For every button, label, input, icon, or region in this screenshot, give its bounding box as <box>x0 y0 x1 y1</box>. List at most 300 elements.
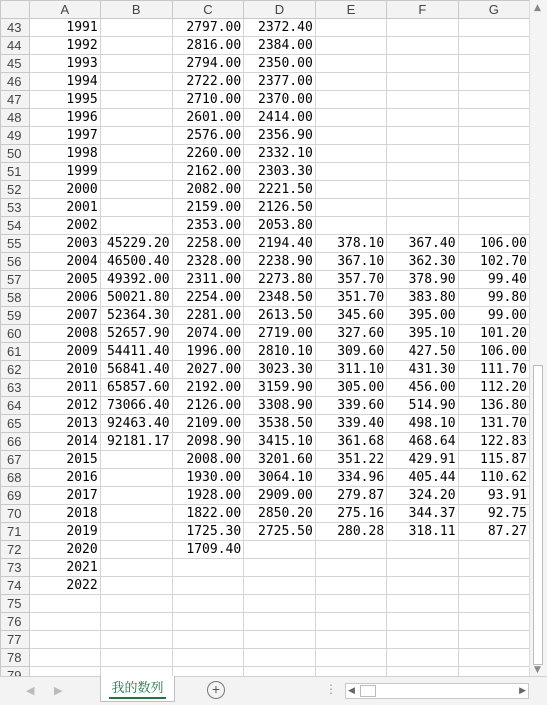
row-header[interactable]: 65 <box>1 415 30 433</box>
cell-a[interactable]: 2019 <box>29 523 100 541</box>
column-header-g[interactable]: G <box>458 1 529 19</box>
cell-g[interactable]: 92.75 <box>458 505 529 523</box>
cell-b[interactable]: 46500.40 <box>100 253 172 271</box>
cell-g[interactable] <box>458 595 529 613</box>
cell-g[interactable]: 106.00 <box>458 235 529 253</box>
cell-g[interactable]: 122.83 <box>458 433 529 451</box>
cell-d[interactable]: 2613.50 <box>244 307 316 325</box>
cell-a[interactable]: 1997 <box>29 127 100 145</box>
cell-g[interactable] <box>458 613 529 631</box>
cell-f[interactable]: 405.44 <box>387 469 458 487</box>
cell-g[interactable]: 99.00 <box>458 307 529 325</box>
cell-a[interactable]: 2005 <box>29 271 100 289</box>
cell-g[interactable] <box>458 577 529 595</box>
cell-b[interactable] <box>100 55 172 73</box>
cell-d[interactable]: 3308.90 <box>244 397 316 415</box>
cell-c[interactable]: 2281.00 <box>172 307 244 325</box>
cell-b[interactable] <box>100 163 172 181</box>
cell-a[interactable]: 2010 <box>29 361 100 379</box>
cell-a[interactable]: 1993 <box>29 55 100 73</box>
cell-d[interactable]: 2221.50 <box>244 181 316 199</box>
cell-d[interactable]: 2238.90 <box>244 253 316 271</box>
cell-f[interactable]: 395.00 <box>387 307 458 325</box>
column-header-d[interactable]: D <box>244 1 316 19</box>
cell-g[interactable]: 106.00 <box>458 343 529 361</box>
cell-f[interactable]: 427.50 <box>387 343 458 361</box>
cell-b[interactable]: 65857.60 <box>100 379 172 397</box>
row-header[interactable]: 72 <box>1 541 30 559</box>
cell-d[interactable]: 3023.30 <box>244 361 316 379</box>
cell-b[interactable]: 92181.17 <box>100 433 172 451</box>
cell-g[interactable] <box>458 55 529 73</box>
cell-f[interactable] <box>387 55 458 73</box>
cell-g[interactable] <box>458 559 529 577</box>
cell-f[interactable]: 429.91 <box>387 451 458 469</box>
cell-g[interactable]: 131.70 <box>458 415 529 433</box>
cell-b[interactable]: 49392.00 <box>100 271 172 289</box>
cell-a[interactable]: 2003 <box>29 235 100 253</box>
cell-g[interactable] <box>458 631 529 649</box>
cell-f[interactable]: 378.90 <box>387 271 458 289</box>
cell-e[interactable]: 327.60 <box>315 325 386 343</box>
cell-a[interactable]: 2022 <box>29 577 100 595</box>
cell-b[interactable]: 45229.20 <box>100 235 172 253</box>
cell-d[interactable]: 3201.60 <box>244 451 316 469</box>
cell-c[interactable]: 2098.90 <box>172 433 244 451</box>
cell-c[interactable]: 2109.00 <box>172 415 244 433</box>
cell-c[interactable]: 2601.00 <box>172 109 244 127</box>
cell-d[interactable]: 2810.10 <box>244 343 316 361</box>
cell-a[interactable]: 2016 <box>29 469 100 487</box>
cell-e[interactable] <box>315 649 386 667</box>
cell-a[interactable] <box>29 631 100 649</box>
cell-a[interactable]: 1998 <box>29 145 100 163</box>
cell-b[interactable] <box>100 541 172 559</box>
cell-e[interactable]: 334.96 <box>315 469 386 487</box>
cell-e[interactable] <box>315 613 386 631</box>
cell-e[interactable] <box>315 163 386 181</box>
cell-g[interactable]: 111.70 <box>458 361 529 379</box>
cell-d[interactable]: 2356.90 <box>244 127 316 145</box>
cell-c[interactable]: 2311.00 <box>172 271 244 289</box>
cell-b[interactable] <box>100 595 172 613</box>
row-header[interactable]: 48 <box>1 109 30 127</box>
cell-b[interactable] <box>100 199 172 217</box>
cell-a[interactable]: 2006 <box>29 289 100 307</box>
cell-d[interactable] <box>244 631 316 649</box>
row-header[interactable]: 69 <box>1 487 30 505</box>
cell-a[interactable]: 2014 <box>29 433 100 451</box>
cell-b[interactable] <box>100 523 172 541</box>
cell-f[interactable] <box>387 199 458 217</box>
cell-e[interactable] <box>315 595 386 613</box>
cell-c[interactable]: 2797.00 <box>172 19 244 37</box>
cell-b[interactable] <box>100 505 172 523</box>
cell-e[interactable] <box>315 217 386 235</box>
cell-c[interactable]: 1928.00 <box>172 487 244 505</box>
cell-d[interactable]: 2372.40 <box>244 19 316 37</box>
cell-d[interactable]: 2719.00 <box>244 325 316 343</box>
cell-b[interactable] <box>100 577 172 595</box>
sheet-tab-active[interactable] <box>100 676 175 702</box>
cell-e[interactable] <box>315 541 386 559</box>
cell-f[interactable]: 362.30 <box>387 253 458 271</box>
cell-c[interactable]: 2162.00 <box>172 163 244 181</box>
cell-f[interactable] <box>387 181 458 199</box>
cell-b[interactable] <box>100 109 172 127</box>
cell-d[interactable]: 2332.10 <box>244 145 316 163</box>
cell-a[interactable]: 2002 <box>29 217 100 235</box>
cell-b[interactable]: 73066.40 <box>100 397 172 415</box>
cell-b[interactable] <box>100 487 172 505</box>
vertical-scroll-thumb[interactable] <box>533 365 543 665</box>
cell-e[interactable] <box>315 577 386 595</box>
row-header[interactable]: 71 <box>1 523 30 541</box>
cell-g[interactable] <box>458 37 529 55</box>
cell-c[interactable]: 2794.00 <box>172 55 244 73</box>
row-header[interactable]: 73 <box>1 559 30 577</box>
cell-b[interactable]: 50021.80 <box>100 289 172 307</box>
cell-c[interactable]: 2027.00 <box>172 361 244 379</box>
row-header[interactable]: 63 <box>1 379 30 397</box>
cell-e[interactable]: 357.70 <box>315 271 386 289</box>
triangle-right-icon[interactable]: ▶ <box>54 685 63 697</box>
cell-f[interactable] <box>387 613 458 631</box>
row-header[interactable]: 57 <box>1 271 30 289</box>
cell-f[interactable]: 383.80 <box>387 289 458 307</box>
cell-g[interactable] <box>458 73 529 91</box>
cell-e[interactable] <box>315 37 386 55</box>
row-header[interactable]: 77 <box>1 631 30 649</box>
cell-b[interactable]: 92463.40 <box>100 415 172 433</box>
cell-g[interactable] <box>458 541 529 559</box>
cell-b[interactable] <box>100 451 172 469</box>
row-header[interactable]: 67 <box>1 451 30 469</box>
cell-e[interactable]: 339.40 <box>315 415 386 433</box>
cell-b[interactable] <box>100 181 172 199</box>
cell-c[interactable] <box>172 559 244 577</box>
cell-a[interactable] <box>29 595 100 613</box>
cell-b[interactable] <box>100 631 172 649</box>
cell-a[interactable]: 2013 <box>29 415 100 433</box>
row-header[interactable]: 76 <box>1 613 30 631</box>
cell-e[interactable]: 305.00 <box>315 379 386 397</box>
cell-e[interactable]: 275.16 <box>315 505 386 523</box>
cell-g[interactable] <box>458 199 529 217</box>
cell-f[interactable] <box>387 163 458 181</box>
cell-f[interactable] <box>387 217 458 235</box>
cell-g[interactable] <box>458 91 529 109</box>
column-header-f[interactable]: F <box>387 1 458 19</box>
cell-g[interactable] <box>458 217 529 235</box>
cell-f[interactable]: 324.20 <box>387 487 458 505</box>
cell-e[interactable] <box>315 55 386 73</box>
cell-b[interactable] <box>100 73 172 91</box>
cell-d[interactable]: 2303.30 <box>244 163 316 181</box>
cell-e[interactable] <box>315 181 386 199</box>
cell-g[interactable]: 93.91 <box>458 487 529 505</box>
cell-d[interactable]: 2850.20 <box>244 505 316 523</box>
cell-f[interactable]: 498.10 <box>387 415 458 433</box>
cell-a[interactable]: 1992 <box>29 37 100 55</box>
cell-g[interactable]: 136.80 <box>458 397 529 415</box>
row-header[interactable]: 60 <box>1 325 30 343</box>
cell-d[interactable]: 2384.00 <box>244 37 316 55</box>
cell-d[interactable]: 3415.10 <box>244 433 316 451</box>
cell-f[interactable] <box>387 19 458 37</box>
cell-c[interactable]: 1822.00 <box>172 505 244 523</box>
cell-e[interactable]: 339.60 <box>315 397 386 415</box>
cell-c[interactable]: 2328.00 <box>172 253 244 271</box>
cell-f[interactable] <box>387 37 458 55</box>
row-header[interactable]: 64 <box>1 397 30 415</box>
cell-g[interactable]: 99.80 <box>458 289 529 307</box>
cell-e[interactable]: 361.68 <box>315 433 386 451</box>
row-header[interactable]: 59 <box>1 307 30 325</box>
cell-d[interactable]: 3064.10 <box>244 469 316 487</box>
cell-f[interactable] <box>387 631 458 649</box>
cell-c[interactable]: 2159.00 <box>172 199 244 217</box>
cell-c[interactable]: 2722.00 <box>172 73 244 91</box>
cell-c[interactable] <box>172 649 244 667</box>
row-header[interactable]: 51 <box>1 163 30 181</box>
cell-d[interactable]: 2350.00 <box>244 55 316 73</box>
row-header[interactable]: 52 <box>1 181 30 199</box>
cell-d[interactable]: 2909.00 <box>244 487 316 505</box>
row-header[interactable]: 56 <box>1 253 30 271</box>
row-header[interactable]: 47 <box>1 91 30 109</box>
horizontal-scroll-thumb[interactable] <box>360 685 376 697</box>
cell-a[interactable]: 2012 <box>29 397 100 415</box>
row-header[interactable]: 45 <box>1 55 30 73</box>
cell-c[interactable]: 2258.00 <box>172 235 244 253</box>
cell-c[interactable] <box>172 631 244 649</box>
cell-d[interactable] <box>244 649 316 667</box>
scroll-right-arrow-icon[interactable]: ▶ <box>519 686 526 696</box>
cell-c[interactable]: 2008.00 <box>172 451 244 469</box>
cell-b[interactable] <box>100 649 172 667</box>
cell-d[interactable]: 2370.00 <box>244 91 316 109</box>
column-header-e[interactable]: E <box>315 1 386 19</box>
cell-f[interactable] <box>387 541 458 559</box>
cell-e[interactable]: 367.10 <box>315 253 386 271</box>
cell-f[interactable] <box>387 127 458 145</box>
cell-e[interactable] <box>315 127 386 145</box>
cell-e[interactable] <box>315 559 386 577</box>
row-header[interactable]: 61 <box>1 343 30 361</box>
cell-c[interactable]: 1996.00 <box>172 343 244 361</box>
column-header-b[interactable]: B <box>100 1 172 19</box>
cell-c[interactable]: 1709.40 <box>172 541 244 559</box>
column-header-a[interactable]: A <box>29 1 100 19</box>
cell-c[interactable]: 2126.00 <box>172 397 244 415</box>
cell-f[interactable] <box>387 73 458 91</box>
cell-e[interactable]: 280.28 <box>315 523 386 541</box>
cell-d[interactable] <box>244 541 316 559</box>
cell-c[interactable] <box>172 577 244 595</box>
cell-c[interactable]: 2260.00 <box>172 145 244 163</box>
scroll-left-arrow-icon[interactable]: ◀ <box>348 686 355 696</box>
cell-a[interactable]: 2009 <box>29 343 100 361</box>
row-header[interactable]: 68 <box>1 469 30 487</box>
cell-e[interactable] <box>315 91 386 109</box>
cell-d[interactable]: 3159.90 <box>244 379 316 397</box>
cell-c[interactable] <box>172 613 244 631</box>
triangle-left-icon[interactable]: ◀ <box>26 685 35 697</box>
cell-g[interactable] <box>458 109 529 127</box>
cell-e[interactable]: 309.60 <box>315 343 386 361</box>
cell-d[interactable]: 2194.40 <box>244 235 316 253</box>
cell-g[interactable]: 112.20 <box>458 379 529 397</box>
cell-g[interactable]: 99.40 <box>458 271 529 289</box>
cell-g[interactable]: 87.27 <box>458 523 529 541</box>
cell-d[interactable]: 2414.00 <box>244 109 316 127</box>
cell-a[interactable]: 2007 <box>29 307 100 325</box>
row-header[interactable]: 46 <box>1 73 30 91</box>
cell-d[interactable]: 2126.50 <box>244 199 316 217</box>
cell-e[interactable]: 345.60 <box>315 307 386 325</box>
cell-d[interactable]: 2725.50 <box>244 523 316 541</box>
cell-d[interactable]: 2053.80 <box>244 217 316 235</box>
cell-e[interactable]: 351.22 <box>315 451 386 469</box>
cell-f[interactable] <box>387 91 458 109</box>
cell-a[interactable]: 2021 <box>29 559 100 577</box>
cell-a[interactable]: 2001 <box>29 199 100 217</box>
cell-f[interactable]: 514.90 <box>387 397 458 415</box>
cell-a[interactable]: 2020 <box>29 541 100 559</box>
row-header[interactable]: 53 <box>1 199 30 217</box>
cell-g[interactable] <box>458 163 529 181</box>
cell-c[interactable]: 2074.00 <box>172 325 244 343</box>
cell-g[interactable] <box>458 145 529 163</box>
cell-a[interactable]: 2004 <box>29 253 100 271</box>
cell-e[interactable] <box>315 109 386 127</box>
horizontal-scrollbar[interactable] <box>345 683 529 699</box>
cell-b[interactable]: 54411.40 <box>100 343 172 361</box>
cell-a[interactable] <box>29 649 100 667</box>
cell-e[interactable]: 378.10 <box>315 235 386 253</box>
cell-b[interactable] <box>100 127 172 145</box>
cell-e[interactable]: 311.10 <box>315 361 386 379</box>
row-header[interactable]: 55 <box>1 235 30 253</box>
cell-f[interactable]: 468.64 <box>387 433 458 451</box>
cell-g[interactable]: 115.87 <box>458 451 529 469</box>
plus-circle-icon[interactable]: + <box>207 681 225 699</box>
cell-e[interactable] <box>315 145 386 163</box>
cell-d[interactable]: 2273.80 <box>244 271 316 289</box>
cell-f[interactable]: 395.10 <box>387 325 458 343</box>
cell-c[interactable]: 2254.00 <box>172 289 244 307</box>
cell-c[interactable]: 2816.00 <box>172 37 244 55</box>
cell-c[interactable] <box>172 595 244 613</box>
select-all-corner[interactable] <box>1 1 30 19</box>
cell-c[interactable]: 2710.00 <box>172 91 244 109</box>
cell-b[interactable] <box>100 145 172 163</box>
cell-g[interactable] <box>458 649 529 667</box>
cell-b[interactable] <box>100 37 172 55</box>
cell-c[interactable]: 1725.30 <box>172 523 244 541</box>
cell-a[interactable]: 2008 <box>29 325 100 343</box>
cell-e[interactable] <box>315 19 386 37</box>
row-header[interactable]: 54 <box>1 217 30 235</box>
row-header[interactable]: 78 <box>1 649 30 667</box>
cell-g[interactable] <box>458 19 529 37</box>
cell-g[interactable] <box>458 127 529 145</box>
cell-c[interactable]: 2192.00 <box>172 379 244 397</box>
row-header[interactable]: 66 <box>1 433 30 451</box>
cell-d[interactable] <box>244 613 316 631</box>
vertical-scrollbar[interactable] <box>529 0 547 678</box>
cell-a[interactable]: 1999 <box>29 163 100 181</box>
row-header[interactable]: 74 <box>1 577 30 595</box>
cell-b[interactable] <box>100 559 172 577</box>
row-header[interactable]: 62 <box>1 361 30 379</box>
cell-c[interactable]: 2082.00 <box>172 181 244 199</box>
cell-f[interactable] <box>387 109 458 127</box>
cell-f[interactable]: 367.40 <box>387 235 458 253</box>
cell-d[interactable] <box>244 577 316 595</box>
cell-a[interactable]: 2018 <box>29 505 100 523</box>
cell-e[interactable] <box>315 73 386 91</box>
cell-b[interactable]: 52657.90 <box>100 325 172 343</box>
cell-a[interactable] <box>29 613 100 631</box>
cell-a[interactable]: 2017 <box>29 487 100 505</box>
cell-b[interactable]: 56841.40 <box>100 361 172 379</box>
cell-e[interactable] <box>315 631 386 649</box>
splitter-dots-icon[interactable]: ⋮ <box>325 682 337 696</box>
cell-b[interactable] <box>100 19 172 37</box>
cell-c[interactable]: 2576.00 <box>172 127 244 145</box>
cell-c[interactable]: 1930.00 <box>172 469 244 487</box>
row-header[interactable]: 43 <box>1 19 30 37</box>
cell-a[interactable]: 1996 <box>29 109 100 127</box>
cell-b[interactable]: 52364.30 <box>100 307 172 325</box>
cell-d[interactable] <box>244 595 316 613</box>
cell-f[interactable]: 456.00 <box>387 379 458 397</box>
row-header[interactable]: 50 <box>1 145 30 163</box>
cell-d[interactable]: 2377.00 <box>244 73 316 91</box>
cell-g[interactable] <box>458 181 529 199</box>
cell-a[interactable]: 1995 <box>29 91 100 109</box>
cell-b[interactable] <box>100 91 172 109</box>
cell-b[interactable] <box>100 217 172 235</box>
cell-a[interactable]: 1991 <box>29 19 100 37</box>
cell-a[interactable]: 1994 <box>29 73 100 91</box>
cell-f[interactable] <box>387 649 458 667</box>
cell-b[interactable] <box>100 469 172 487</box>
row-header[interactable]: 44 <box>1 37 30 55</box>
cell-a[interactable]: 2000 <box>29 181 100 199</box>
scroll-down-arrow-icon[interactable]: ▼ <box>534 665 541 675</box>
cell-g[interactable]: 101.20 <box>458 325 529 343</box>
cell-g[interactable]: 102.70 <box>458 253 529 271</box>
cell-a[interactable]: 2011 <box>29 379 100 397</box>
cell-f[interactable] <box>387 145 458 163</box>
cell-c[interactable]: 2353.00 <box>172 217 244 235</box>
cell-f[interactable]: 431.30 <box>387 361 458 379</box>
cell-a[interactable]: 2015 <box>29 451 100 469</box>
row-header[interactable]: 70 <box>1 505 30 523</box>
row-header[interactable]: 58 <box>1 289 30 307</box>
scroll-up-arrow-icon[interactable]: ▲ <box>534 3 541 13</box>
row-header[interactable]: 75 <box>1 595 30 613</box>
cell-b[interactable] <box>100 613 172 631</box>
cell-d[interactable] <box>244 559 316 577</box>
column-header-c[interactable]: C <box>172 1 244 19</box>
cell-d[interactable]: 2348.50 <box>244 289 316 307</box>
cell-f[interactable] <box>387 577 458 595</box>
cell-f[interactable]: 344.37 <box>387 505 458 523</box>
